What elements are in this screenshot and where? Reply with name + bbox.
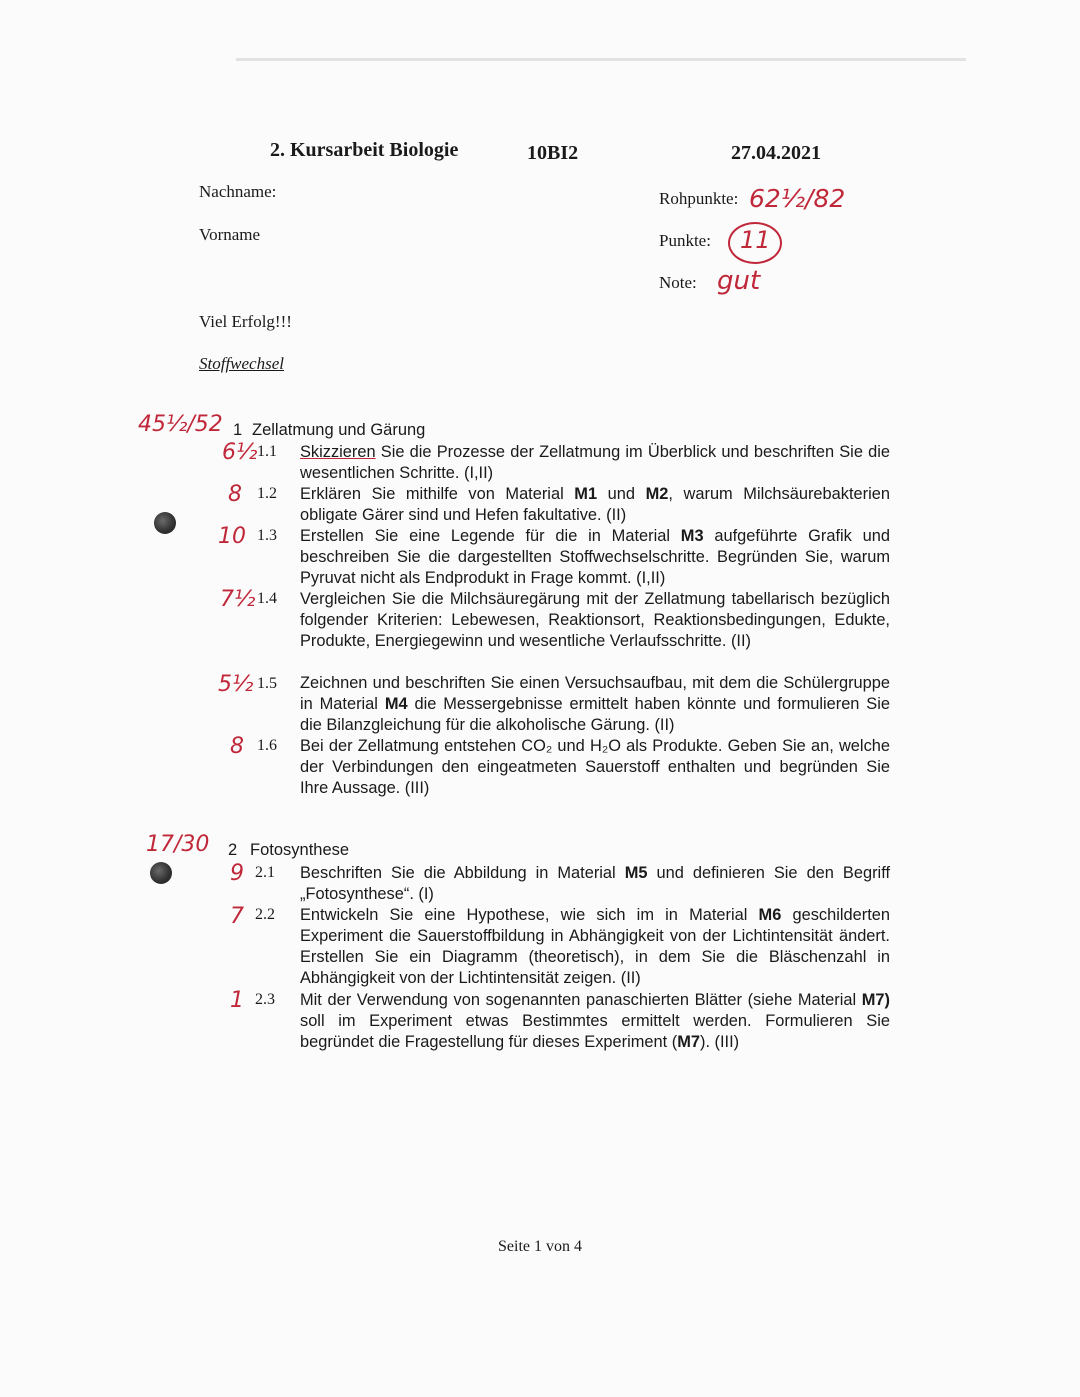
punkte-label: Punkte: — [659, 231, 711, 250]
task-1-2-points: 8 — [228, 482, 242, 507]
task-2-2-points: 7 — [230, 904, 244, 929]
section2-title: Fotosynthese — [250, 841, 350, 859]
punch-hole-bottom — [150, 862, 172, 884]
exam-title: 2. Kursarbeit Biologie — [270, 139, 459, 161]
task-1-4-text: Vergleichen Sie die Milchsäuregärung mit der Zellatmung tabellarisch bezüglich folgender Kriterien: Lebewesen, Reaktionsort, Reaktionsbedingungen, Edukte, Produkte, Energiegewinn und wesentliche Verlaufsschritte. (II) — [300, 590, 890, 650]
task-1-4-points: 7½ — [220, 587, 256, 612]
task-1-3-number: 1.3 — [257, 527, 277, 544]
task-1-2-number: 1.2 — [257, 485, 277, 502]
rohpunkte-value: 62½/82 — [749, 184, 846, 213]
topic-heading: Stoffwechsel — [199, 354, 284, 373]
punkte-value: 11 — [740, 226, 771, 254]
task-1-6-text: Bei der Zellatmung entstehen CO₂ und H₂O als Produkte. Geben Sie an, welche der Verbindungen den eingeatmeten Sauerstoff enthalten und begründen Sie Ihre Aussage. (III) — [300, 737, 890, 797]
task-1-6-number: 1.6 — [257, 737, 277, 754]
section1-title: Zellatmung und Gärung — [252, 421, 426, 439]
greeting: Viel Erfolg!!! — [199, 312, 292, 331]
task-2-3-number: 2.3 — [255, 991, 275, 1008]
task-2-3-points: 1 — [230, 988, 244, 1013]
page-number: Seite 1 von 4 — [498, 1238, 582, 1255]
task-1-1-lead: Skizzieren — [300, 443, 376, 461]
task-1-3-points: 10 — [218, 524, 246, 549]
task-1-1-text: Skizzieren Sie die Prozesse der Zellatmung im Überblick und beschriften Sie die wesentlichen Schritte. (I,II) — [300, 443, 890, 482]
task-2-2-text: Entwickeln Sie eine Hypothese, wie sich im in Material M6 geschilderten Experiment die Sauerstoffbildung in Abhängigkeit von der Lichtintensität ändert. Erstellen Sie ein Diagramm (theoretisch), in dem Sie die Bläschenzahl in Abhängigkeit von der Lichtintensität zeigen. (II) — [300, 906, 890, 987]
task-2-1-text: Beschriften Sie die Abbildung in Material M5 und definieren Sie den Begriff „Fotosynthese“. (I) — [300, 864, 891, 903]
note-label: Note: — [659, 273, 697, 292]
task-1-2-text: Erklären Sie mithilfe von Material M1 und M2, warum Milchsäurebakterien obligate Gärer sind und Hefen fakultative. (II) — [300, 485, 890, 524]
section1-number: 1 — [233, 421, 243, 439]
punch-hole-top — [154, 512, 176, 534]
task-2-1-number: 2.1 — [255, 864, 275, 881]
nachname-label: Nachname: — [199, 182, 277, 201]
task-1-1-points: 6½ — [222, 440, 258, 465]
section1-score: 45½/52 — [138, 412, 223, 437]
task-1-6-points: 8 — [230, 734, 244, 759]
task-1-5-number: 1.5 — [257, 675, 277, 692]
task-1-3-text: Erstellen Sie eine Legende für die in Material M3 aufgeführte Grafik und beschreiben Sie die dargestellten Stoffwechselschritte. Begründen Sie, warum Pyruvat nicht als Endprodukt in Frage kommt. (I,II) — [300, 527, 890, 587]
task-2-2-number: 2.2 — [255, 906, 275, 923]
task-1-5-text: Zeichnen und beschriften Sie einen Versuchsaufbau, mit dem die Schülergruppe in Material M4 die Messergebnisse ermittelt haben könnte und formulieren Sie die Bilanzgleichung für die alkoholische Gärung. (II) — [300, 674, 890, 734]
vorname-label: Vorname — [199, 225, 261, 244]
rohpunkte-label: Rohpunkte: — [659, 189, 739, 208]
section2-number: 2 — [228, 841, 238, 859]
task-1-4-number: 1.4 — [257, 590, 277, 607]
note-value: gut — [717, 266, 761, 296]
course-code: 10BI2 — [527, 142, 579, 164]
task-2-1-points: 9 — [230, 861, 244, 886]
task-2-3-text: Mit der Verwendung von sogenannten panaschierten Blätter (siehe Material M7) soll im Experiment etwas Bestimmtes ermittelt werden. Formulieren Sie begründet die Fragestellung für dieses Experiment (M7). (III) — [300, 991, 890, 1051]
exam-date: 27.04.2021 — [731, 142, 821, 164]
task-1-1-number: 1.1 — [257, 443, 277, 460]
task-1-5-points: 5½ — [218, 672, 254, 697]
section2-score: 17/30 — [146, 832, 210, 857]
scan-edge-line — [236, 58, 966, 61]
